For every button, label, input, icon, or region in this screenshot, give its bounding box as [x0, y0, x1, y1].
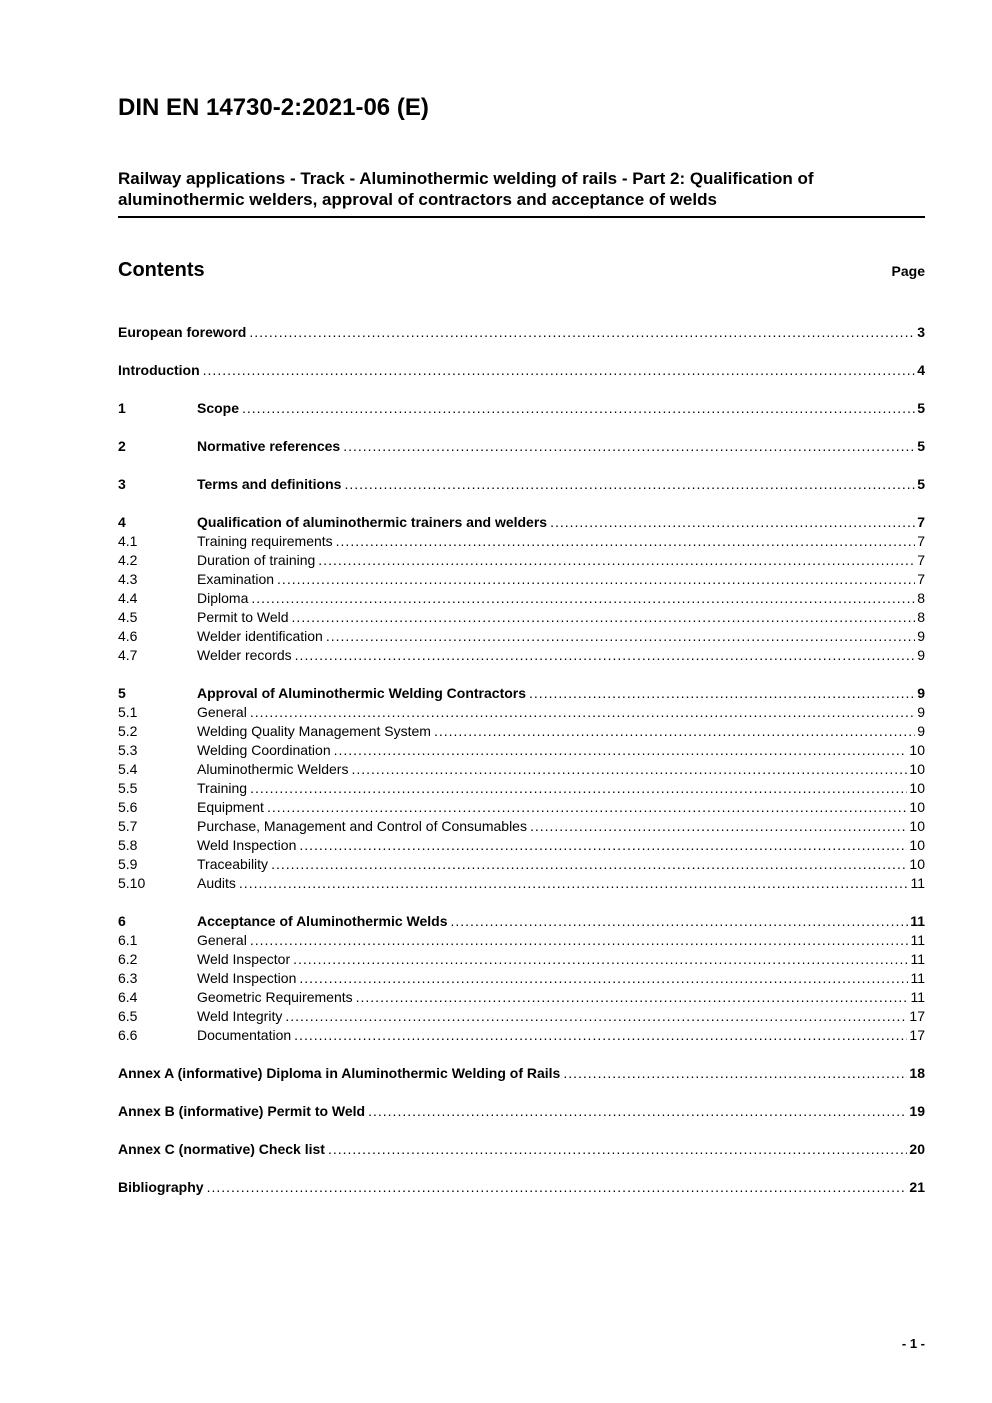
toc-entry-page: 11: [910, 932, 925, 948]
toc-entry: [118, 950, 925, 969]
toc-entry-label: Scope: [197, 400, 240, 416]
toc-leader-dots: [250, 779, 907, 798]
toc-entry-number: 4.2: [118, 552, 138, 568]
toc-entry-number: 5.6: [118, 799, 138, 815]
page-column-label: Page: [891, 263, 925, 279]
contents-header-row: [118, 259, 925, 282]
toc-entry: [118, 817, 925, 836]
toc-entry-label: General: [197, 704, 247, 720]
toc-entry-page: 10: [909, 799, 925, 815]
toc-entry: [118, 589, 925, 608]
toc-entry-page: 7: [917, 514, 925, 530]
toc-leader-dots: [529, 684, 915, 703]
toc-entry: [118, 988, 925, 1007]
toc-leader-dots: [328, 1140, 907, 1159]
toc-entry-label: Introduction: [118, 362, 200, 378]
toc-entry: [118, 1178, 925, 1197]
toc-entry: [118, 437, 925, 456]
toc-entry-number: 2: [118, 438, 126, 454]
toc-entry-page: 11: [910, 951, 925, 967]
toc-entry-label: Weld Inspector: [197, 951, 291, 967]
toc-entry-page: 10: [909, 818, 925, 834]
toc-entry-label: Examination: [197, 571, 275, 587]
toc-entry-number: 3: [118, 476, 126, 492]
toc-entry-number: 6.5: [118, 1008, 138, 1024]
toc-entry-label: Traceability: [197, 856, 269, 872]
toc-entry-page: 11: [910, 970, 925, 986]
toc-leader-dots: [344, 475, 915, 494]
toc-entry-page: 11: [910, 875, 925, 891]
toc-entry-number: 6: [118, 913, 126, 929]
toc-entry: [118, 874, 925, 893]
toc-entry-number: 6.2: [118, 951, 138, 967]
toc-entry-number: 4.3: [118, 571, 138, 587]
toc-leader-dots: [250, 703, 915, 722]
toc-entry-label: Welding Quality Management System: [197, 723, 431, 739]
toc-entry-page: 7: [917, 571, 925, 587]
toc-leader-dots: [277, 570, 915, 589]
toc-entry-label: Acceptance of Aluminothermic Welds: [197, 913, 448, 929]
toc-entry-page: 11: [910, 913, 925, 929]
toc-leader-dots: [203, 361, 916, 380]
toc-entry-number: 1: [118, 400, 126, 416]
toc-entry-label: General: [197, 932, 247, 948]
toc-leader-dots: [271, 855, 907, 874]
toc-entry: [118, 779, 925, 798]
toc-entry-page: 11: [910, 989, 925, 1005]
toc-entry-label: Terms and definitions: [197, 476, 342, 492]
toc-entry-label: Weld Integrity: [197, 1008, 283, 1024]
toc-entry-page: 9: [917, 628, 925, 644]
toc-entry: [118, 969, 925, 988]
toc-entry-label: Documentation: [197, 1027, 292, 1043]
toc-entry-number: 5.3: [118, 742, 138, 758]
toc-leader-dots: [249, 323, 915, 342]
toc-leader-dots: [550, 513, 915, 532]
toc-entry-page: 10: [909, 780, 925, 796]
toc-entry-label: Equipment: [197, 799, 264, 815]
toc-entry: [118, 741, 925, 760]
toc-leader-dots: [293, 950, 908, 969]
toc-leader-dots: [239, 874, 909, 893]
toc-entry: [118, 1064, 925, 1083]
toc-entry-page: 18: [909, 1065, 925, 1081]
toc-entry: [118, 684, 925, 703]
toc-entry-page: 4: [917, 362, 925, 378]
toc-leader-dots: [351, 760, 907, 779]
toc-entry-label: Weld Inspection: [197, 837, 297, 853]
toc-entry-number: 4: [118, 514, 126, 530]
toc-entry: [118, 532, 925, 551]
toc-entry-number: 5.9: [118, 856, 138, 872]
toc-entry-number: 5.8: [118, 837, 138, 853]
toc-entry: [118, 627, 925, 646]
toc-entry-page: 17: [909, 1008, 925, 1024]
toc-entry-page: 10: [909, 837, 925, 853]
toc-entry-label: European foreword: [118, 324, 247, 340]
toc-entry-page: 21: [909, 1179, 925, 1195]
toc-entry-label: Diploma: [197, 590, 249, 606]
toc-entry-number: 4.1: [118, 533, 138, 549]
toc-entry-label: Approval of Aluminothermic Welding Contractors: [197, 685, 527, 701]
toc-entry-label: Bibliography: [118, 1179, 204, 1195]
contents-heading: Contents: [118, 259, 205, 281]
toc-entry-label: Training requirements: [197, 533, 333, 549]
toc-leader-dots: [530, 817, 907, 836]
toc-entry-number: 5.7: [118, 818, 138, 834]
toc-leader-dots: [250, 931, 909, 950]
toc-entry-label: Weld Inspection: [197, 970, 297, 986]
toc-entry-label: Training: [197, 780, 248, 796]
toc-entry-number: 6.6: [118, 1027, 138, 1043]
toc-entry-page: 9: [917, 647, 925, 663]
toc-entry-number: 4.5: [118, 609, 138, 625]
toc-entry: [118, 551, 925, 570]
toc-entry-label: Welder identification: [197, 628, 323, 644]
toc-leader-dots: [299, 836, 907, 855]
page-number-footer: - 1 -: [901, 1336, 925, 1351]
toc-entry-number: 6.1: [118, 932, 138, 948]
toc-entry-label: Annex A (informative) Diploma in Aluminothermic Welding of Rails: [118, 1065, 561, 1081]
toc-entry-page: 19: [909, 1103, 925, 1119]
toc-entry: [118, 912, 925, 931]
toc-list: [118, 323, 925, 1197]
toc-entry-number: 5: [118, 685, 126, 701]
toc-entry: [118, 722, 925, 741]
toc-entry-page: 9: [917, 685, 925, 701]
toc-entry: [118, 1102, 925, 1121]
toc-entry-label: Aluminothermic Welders: [197, 761, 349, 777]
toc-entry: [118, 361, 925, 380]
toc-entry-page: 8: [917, 609, 925, 625]
toc-entry-label: Qualification of aluminothermic trainers and welders: [197, 514, 548, 530]
toc-entry-number: 6.3: [118, 970, 138, 986]
toc-entry-label: Duration of training: [197, 552, 316, 568]
toc-leader-dots: [207, 1178, 908, 1197]
toc-leader-dots: [334, 741, 908, 760]
toc-entry-number: 5.10: [118, 875, 146, 891]
toc-entry-number: 5.4: [118, 761, 138, 777]
toc-leader-dots: [292, 608, 916, 627]
toc-entry-page: 17: [909, 1027, 925, 1043]
toc-entry: [118, 513, 925, 532]
toc-entry: [118, 1140, 925, 1159]
toc-entry-number: 5.2: [118, 723, 138, 739]
toc-leader-dots: [294, 1026, 907, 1045]
toc-leader-dots: [299, 969, 908, 988]
toc-leader-dots: [326, 627, 915, 646]
toc-entry-page: 10: [909, 856, 925, 872]
toc-entry: [118, 1007, 925, 1026]
toc-entry-page: 9: [917, 704, 925, 720]
toc-leader-dots: [368, 1102, 907, 1121]
toc-entry-label: Permit to Weld: [197, 609, 289, 625]
toc-entry-number: 4.4: [118, 590, 138, 606]
toc-entry: [118, 855, 925, 874]
toc-leader-dots: [318, 551, 915, 570]
toc-leader-dots: [451, 912, 909, 931]
toc-entry: [118, 608, 925, 627]
toc-entry-label: Normative references: [197, 438, 341, 454]
toc-entry: [118, 798, 925, 817]
toc-leader-dots: [285, 1007, 907, 1026]
toc-leader-dots: [242, 399, 915, 418]
toc-entry: [118, 570, 925, 589]
toc-entry-label: Annex C (normative) Check list: [118, 1141, 325, 1157]
toc-entry-label: Welding Coordination: [197, 742, 331, 758]
toc-leader-dots: [251, 589, 915, 608]
toc-entry: [118, 646, 925, 665]
document-title: DIN EN 14730-2:2021-06 (E): [118, 94, 429, 121]
toc-entry-number: 6.4: [118, 989, 138, 1005]
toc-entry: [118, 836, 925, 855]
toc-entry-page: 20: [909, 1141, 925, 1157]
toc-entry-page: 3: [917, 324, 925, 340]
toc-entry: [118, 931, 925, 950]
toc-entry-number: 5.1: [118, 704, 138, 720]
toc-entry-label: Purchase, Management and Control of Consumables: [197, 818, 527, 834]
toc-leader-dots: [295, 646, 916, 665]
toc-entry-page: 5: [917, 400, 925, 416]
toc-leader-dots: [267, 798, 907, 817]
toc-entry: [118, 475, 925, 494]
toc-entry-page: 10: [909, 742, 925, 758]
toc-leader-dots: [563, 1064, 907, 1083]
toc-entry: [118, 399, 925, 418]
toc-entry-page: 5: [917, 476, 925, 492]
toc-entry-number: 4.7: [118, 647, 138, 663]
toc-leader-dots: [336, 532, 916, 551]
toc-entry-page: 10: [909, 761, 925, 777]
toc-entry: [118, 323, 925, 342]
toc-entry-page: 5: [917, 438, 925, 454]
toc-entry: [118, 760, 925, 779]
toc-entry-page: 8: [917, 590, 925, 606]
toc-entry: [118, 703, 925, 722]
toc-entry-label: Annex B (informative) Permit to Weld: [118, 1103, 366, 1119]
toc-leader-dots: [356, 988, 909, 1007]
toc-leader-dots: [343, 437, 915, 456]
toc-entry-number: 4.6: [118, 628, 138, 644]
toc-entry-label: Audits: [197, 875, 236, 891]
toc-entry-label: Welder records: [197, 647, 292, 663]
document-subtitle: Railway applications - Track - Aluminothermic welding of rails - Part 2: Qualification of aluminothermic welders, approval of contractors and acceptance of welds: [118, 168, 925, 218]
toc-leader-dots: [434, 722, 915, 741]
toc-entry-label: Geometric Requirements: [197, 989, 353, 1005]
toc-entry-page: 7: [917, 552, 925, 568]
toc-entry-page: 9: [917, 723, 925, 739]
toc-entry-number: 5.5: [118, 780, 138, 796]
toc-entry-page: 7: [917, 533, 925, 549]
toc-entry: [118, 1026, 925, 1045]
